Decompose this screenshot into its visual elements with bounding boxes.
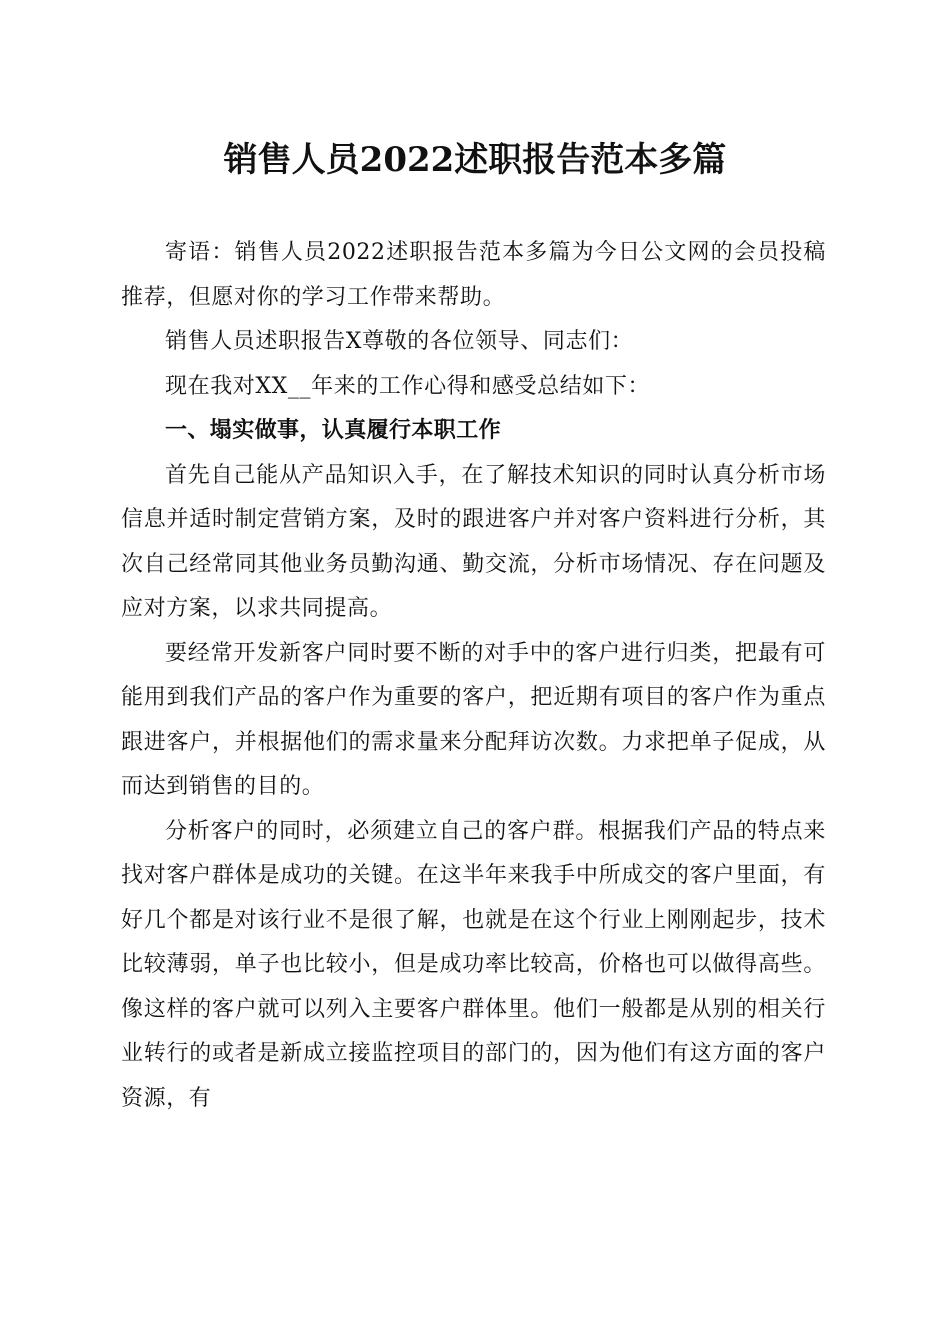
- salutation-paragraph: 销售人员述职报告X尊敬的各位领导、同志们：: [165, 329, 634, 354]
- body-paragraph: 首先自己能从产品知识入手，在了解技术知识的同时认真分析市场信息并适时制定营销方案，及时的跟进客户并对客户资料进行分析，其次自己经常同其他业务员勤沟通、勤交流，分析市场情况、存在问题及应对方案，以求共同提高。: [121, 462, 826, 621]
- body-paragraph: 分析客户的同时，必须建立自己的客户群。根据我们产品的特点来找对客户群体是成功的关键。在这半年来我手中所成交的客户里面，有好几个都是对该行业不是很了解，也就是在这个行业上刚刚起步，技术比较薄弱，单子也比较小，但是成功率比较高，价格也可以做得高些。像这样的客户就可以列入主要客户群体里。他们一般都是从别的相关行业转行的或者是新成立接监控项目的部门的，因为他们有这方面的客户资源，有: [121, 818, 826, 1111]
- intro-paragraph: 现在我对XX__年来的工作心得和感受总结如下：: [165, 373, 651, 399]
- section-heading: 一、塌实做事，认真履行本职工作: [165, 418, 502, 443]
- body-paragraph: 要经常开发新客户同时要不断的对手中的客户进行归类，把最有可能用到我们产品的客户作为重要的客户，把近期有项目的客户作为重点跟进客户，并根据他们的需求量来分配拜访次数。力求把单子促成，从而达到销售的目的。: [121, 640, 826, 799]
- document-body: [121, 231, 826, 1121]
- preface-paragraph: 寄语：销售人员2022述职报告范本多篇为今日公文网的会员投稿推荐，但愿对你的学习工作带来帮助。: [121, 240, 826, 310]
- document-title: 销售人员2022述职报告范本多篇: [223, 140, 727, 180]
